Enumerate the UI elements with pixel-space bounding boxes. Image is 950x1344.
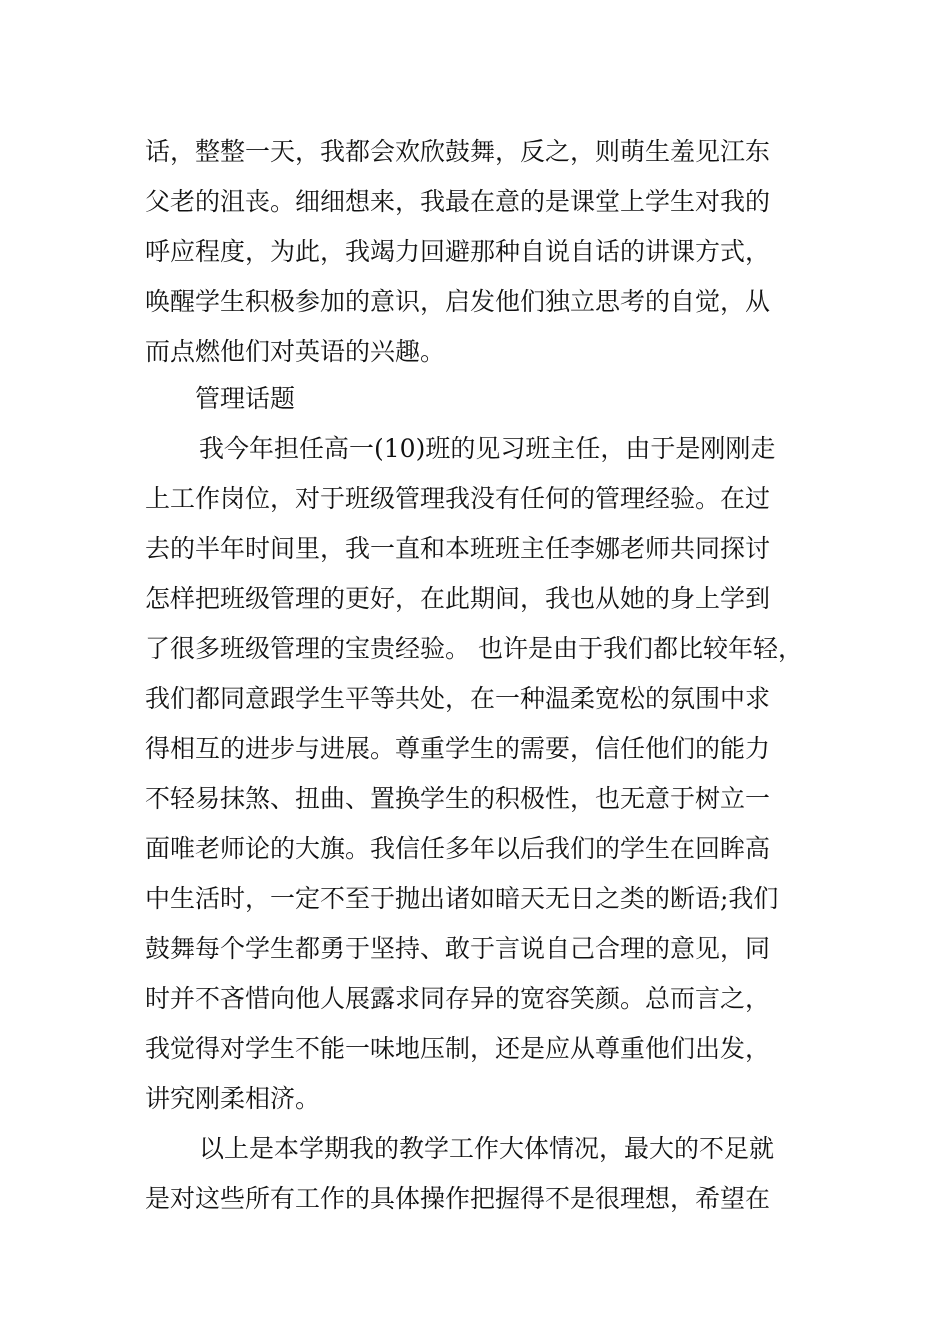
paragraph-line: 讲究刚柔相济。 bbox=[145, 1084, 321, 1113]
paragraph-line: 了很多班级管理的宝贵经验。 也许是由于我们都比较年轻， bbox=[145, 634, 803, 663]
paragraph-line: 得相互的进步与进展。尊重学生的需要，信任他们的能力 bbox=[145, 734, 771, 763]
paragraph-line: 去的半年时间里，我一直和本班班主任李娜老师共同探讨 bbox=[145, 534, 771, 563]
paragraph-line: 上工作岗位，对于班级管理我没有任何的管理经验。在过 bbox=[145, 484, 771, 513]
paragraph-line: 我们都同意跟学生平等共处，在一种温柔宽松的氛围中求 bbox=[145, 684, 771, 713]
paragraph-line: 呼应程度，为此，我竭力回避那种自说自话的讲课方式， bbox=[145, 237, 771, 266]
paragraph-line: 以上是本学期我的教学工作大体情况，最大的不足就 bbox=[199, 1134, 775, 1163]
paragraph-line: 话，整整一天，我都会欢欣鼓舞，反之，则萌生羞见江东 bbox=[145, 137, 771, 166]
paragraph-line: 父老的沮丧。细细想来，我最在意的是课堂上学生对我的 bbox=[145, 187, 771, 216]
paragraph-line: 唤醒学生积极参加的意识，启发他们独立思考的自觉，从 bbox=[145, 287, 771, 316]
paragraph-line: 我今年担任高一(10)班的见习班主任，由于是刚刚走 bbox=[199, 434, 776, 463]
paragraph-line: 鼓舞每个学生都勇于坚持、敢于言说自己合理的意见，同 bbox=[145, 934, 771, 963]
paragraph-line: 中生活时，一定不至于抛出诸如暗天无日之类的断语;我们 bbox=[145, 884, 779, 913]
paragraph-line: 怎样把班级管理的更好，在此期间，我也从她的身上学到 bbox=[145, 584, 771, 613]
paragraph-line: 不轻易抹煞、扭曲、置换学生的积极性，也无意于树立一 bbox=[145, 784, 771, 813]
paragraph-line: 面唯老师论的大旗。我信任多年以后我们的学生在回眸高 bbox=[145, 834, 771, 863]
paragraph-line: 是对这些所有工作的具体操作把握得不是很理想，希望在 bbox=[145, 1184, 771, 1213]
paragraph-line: 我觉得对学生不能一味地压制，还是应从尊重他们出发， bbox=[145, 1034, 771, 1063]
paragraph-line: 而点燃他们对英语的兴趣。 bbox=[145, 337, 446, 366]
paragraph-line: 时并不吝惜向他人展露求同存异的宽容笑颜。总而言之， bbox=[145, 984, 771, 1013]
section-heading: 管理话题 bbox=[195, 384, 296, 413]
